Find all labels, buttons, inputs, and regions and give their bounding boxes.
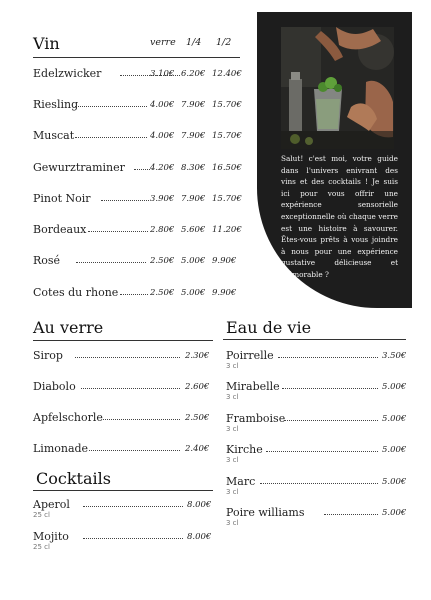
drink-name: Sirop bbox=[33, 349, 63, 362]
wine-price-quarter: 5.00€ bbox=[181, 256, 206, 266]
wine-row bbox=[33, 286, 248, 300]
au-verre-rule bbox=[33, 340, 213, 341]
cocktail-photo bbox=[281, 27, 394, 149]
wine-price-half: 15.70€ bbox=[212, 100, 242, 110]
wine-price-quarter: 7.90€ bbox=[181, 131, 206, 141]
cocktail-item bbox=[33, 530, 213, 554]
au-verre-title: Au verre bbox=[33, 318, 104, 337]
wine-price-verre: 4.00€ bbox=[150, 100, 175, 110]
wine-price-quarter: 7.90€ bbox=[181, 194, 206, 204]
wine-name: Gewurztraminer bbox=[33, 161, 125, 174]
spirit-price: 5.00€ bbox=[382, 414, 407, 424]
eau-de-vie-item bbox=[226, 443, 406, 467]
wine-price-verre: 2.50€ bbox=[150, 256, 175, 266]
leader-dots bbox=[120, 292, 148, 295]
wine-row bbox=[33, 67, 248, 81]
wine-price-quarter: 7.90€ bbox=[181, 100, 206, 110]
leader-dots bbox=[278, 355, 378, 358]
wine-name: Bordeaux bbox=[33, 223, 87, 236]
leader-dots bbox=[260, 481, 378, 484]
leader-dots bbox=[81, 386, 180, 389]
au-verre-item bbox=[33, 349, 210, 373]
wine-name: Riesling bbox=[33, 98, 79, 111]
drink-name: Apfelschorle bbox=[33, 411, 103, 424]
wine-name: Pinot Noir bbox=[33, 192, 91, 205]
eau-de-vie-item bbox=[226, 506, 406, 530]
leader-dots bbox=[75, 104, 147, 107]
wine-price-verre: 2.80€ bbox=[150, 225, 175, 235]
drink-name: Limonade bbox=[33, 442, 89, 455]
leader-dots bbox=[83, 536, 183, 539]
leader-dots bbox=[134, 167, 150, 170]
eau-de-vie-item bbox=[226, 380, 406, 404]
wine-price-verre: 3.10€ bbox=[150, 69, 175, 79]
spirit-volume: 3 cl bbox=[226, 362, 239, 370]
eau-de-vie-item bbox=[226, 349, 406, 373]
wine-price-quarter: 6.20€ bbox=[181, 69, 206, 79]
leader-dots bbox=[83, 504, 183, 507]
spirit-price: 5.00€ bbox=[382, 477, 407, 487]
au-verre-item bbox=[33, 411, 210, 435]
wine-price-half: 15.70€ bbox=[212, 131, 242, 141]
leader-dots bbox=[75, 355, 180, 358]
wine-name: Muscat bbox=[33, 129, 75, 142]
wine-price-half: 12.40€ bbox=[212, 69, 242, 79]
au-verre-item bbox=[33, 380, 210, 404]
leader-dots bbox=[89, 448, 180, 451]
drink-name: Diabolo bbox=[33, 380, 76, 393]
col-header-half: 1/2 bbox=[216, 37, 232, 48]
cocktail-name: Aperol bbox=[33, 498, 70, 511]
cocktail-item bbox=[33, 498, 213, 522]
cocktail-name: Mojito bbox=[33, 530, 69, 543]
spirit-name: Kirche bbox=[226, 443, 263, 456]
leader-dots bbox=[284, 418, 378, 421]
cocktail-volume: 25 cl bbox=[33, 511, 50, 519]
cocktails-title: Cocktails bbox=[36, 469, 111, 488]
spirit-price: 5.00€ bbox=[382, 445, 407, 455]
leader-dots bbox=[76, 260, 146, 263]
leader-dots bbox=[88, 229, 148, 232]
wine-price-quarter: 5.00€ bbox=[181, 288, 206, 298]
cocktail-price: 8.00€ bbox=[187, 500, 212, 510]
eau-de-vie-title: Eau de vie bbox=[226, 318, 312, 337]
leader-dots bbox=[282, 386, 378, 389]
col-header-verre: verre bbox=[150, 37, 176, 48]
wine-row bbox=[33, 223, 248, 237]
drink-price: 2.60€ bbox=[185, 382, 210, 392]
cocktails-rule bbox=[33, 490, 213, 491]
spirit-volume: 3 cl bbox=[226, 488, 239, 496]
wine-price-half: 15.70€ bbox=[212, 194, 242, 204]
eau-de-vie-item bbox=[226, 475, 406, 499]
spirit-volume: 3 cl bbox=[226, 425, 239, 433]
wine-row bbox=[33, 254, 248, 268]
leader-dots bbox=[103, 417, 180, 420]
leader-dots bbox=[266, 449, 378, 452]
wine-price-half: 16.50€ bbox=[212, 163, 242, 173]
cocktail-bartender-image bbox=[281, 27, 394, 149]
spirit-name: Poire williams bbox=[226, 506, 305, 519]
vin-rule bbox=[33, 57, 240, 58]
spirit-price: 3.50€ bbox=[382, 351, 407, 361]
leader-dots bbox=[101, 198, 149, 201]
wine-name: Cotes du rhone bbox=[33, 286, 119, 299]
spirit-volume: 3 cl bbox=[226, 393, 239, 401]
wine-price-half: 9.90€ bbox=[212, 256, 237, 266]
eau-de-vie-item bbox=[226, 412, 406, 436]
col-header-quarter: 1/4 bbox=[186, 37, 202, 48]
intro-text: Salut! c'est moi, votre guide dans l'univers enivrant des vins et des cocktails ! Je suis ici pour vous offrir une expérience sensorielle exceptionnelle où chaque verre est une histoire à savourer. Êtes-vous prêts à vous joindre à nous pour une expérience gustative délicieuse et mémorable ? bbox=[281, 154, 398, 279]
drink-price: 2.50€ bbox=[185, 413, 210, 423]
vin-title: Vin bbox=[33, 34, 60, 53]
leader-dots bbox=[324, 512, 378, 515]
cocktail-volume: 25 cl bbox=[33, 543, 50, 551]
wine-price-quarter: 8.30€ bbox=[181, 163, 206, 173]
spirit-name: Framboise bbox=[226, 412, 286, 425]
spirit-name: Marc bbox=[226, 475, 256, 488]
spirit-volume: 3 cl bbox=[226, 519, 239, 527]
wine-price-quarter: 5.60€ bbox=[181, 225, 206, 235]
leader-dots bbox=[75, 135, 147, 138]
wine-name: Rosé bbox=[33, 254, 61, 267]
drink-price: 2.40€ bbox=[185, 444, 210, 454]
wine-price-half: 9.90€ bbox=[212, 288, 237, 298]
wine-price-verre: 3.90€ bbox=[150, 194, 175, 204]
intro-panel bbox=[257, 12, 412, 308]
wine-row bbox=[33, 161, 248, 175]
cocktail-price: 8.00€ bbox=[187, 532, 212, 542]
spirit-volume: 3 cl bbox=[226, 456, 239, 464]
wine-name: Edelzwicker bbox=[33, 67, 102, 80]
spirit-name: Mirabelle bbox=[226, 380, 280, 393]
au-verre-item bbox=[33, 442, 210, 466]
wine-row bbox=[33, 98, 248, 112]
spirit-price: 5.00€ bbox=[382, 382, 407, 392]
spirit-price: 5.00€ bbox=[382, 508, 407, 518]
spirit-name: Poirrelle bbox=[226, 349, 274, 362]
wine-price-verre: 2.50€ bbox=[150, 288, 175, 298]
wine-row bbox=[33, 129, 248, 143]
wine-row bbox=[33, 192, 248, 206]
wine-price-verre: 4.20€ bbox=[150, 163, 175, 173]
eau-de-vie-rule bbox=[223, 339, 406, 340]
wine-price-half: 11.20€ bbox=[212, 225, 242, 235]
wine-price-verre: 4.00€ bbox=[150, 131, 175, 141]
drink-price: 2.30€ bbox=[185, 351, 210, 361]
